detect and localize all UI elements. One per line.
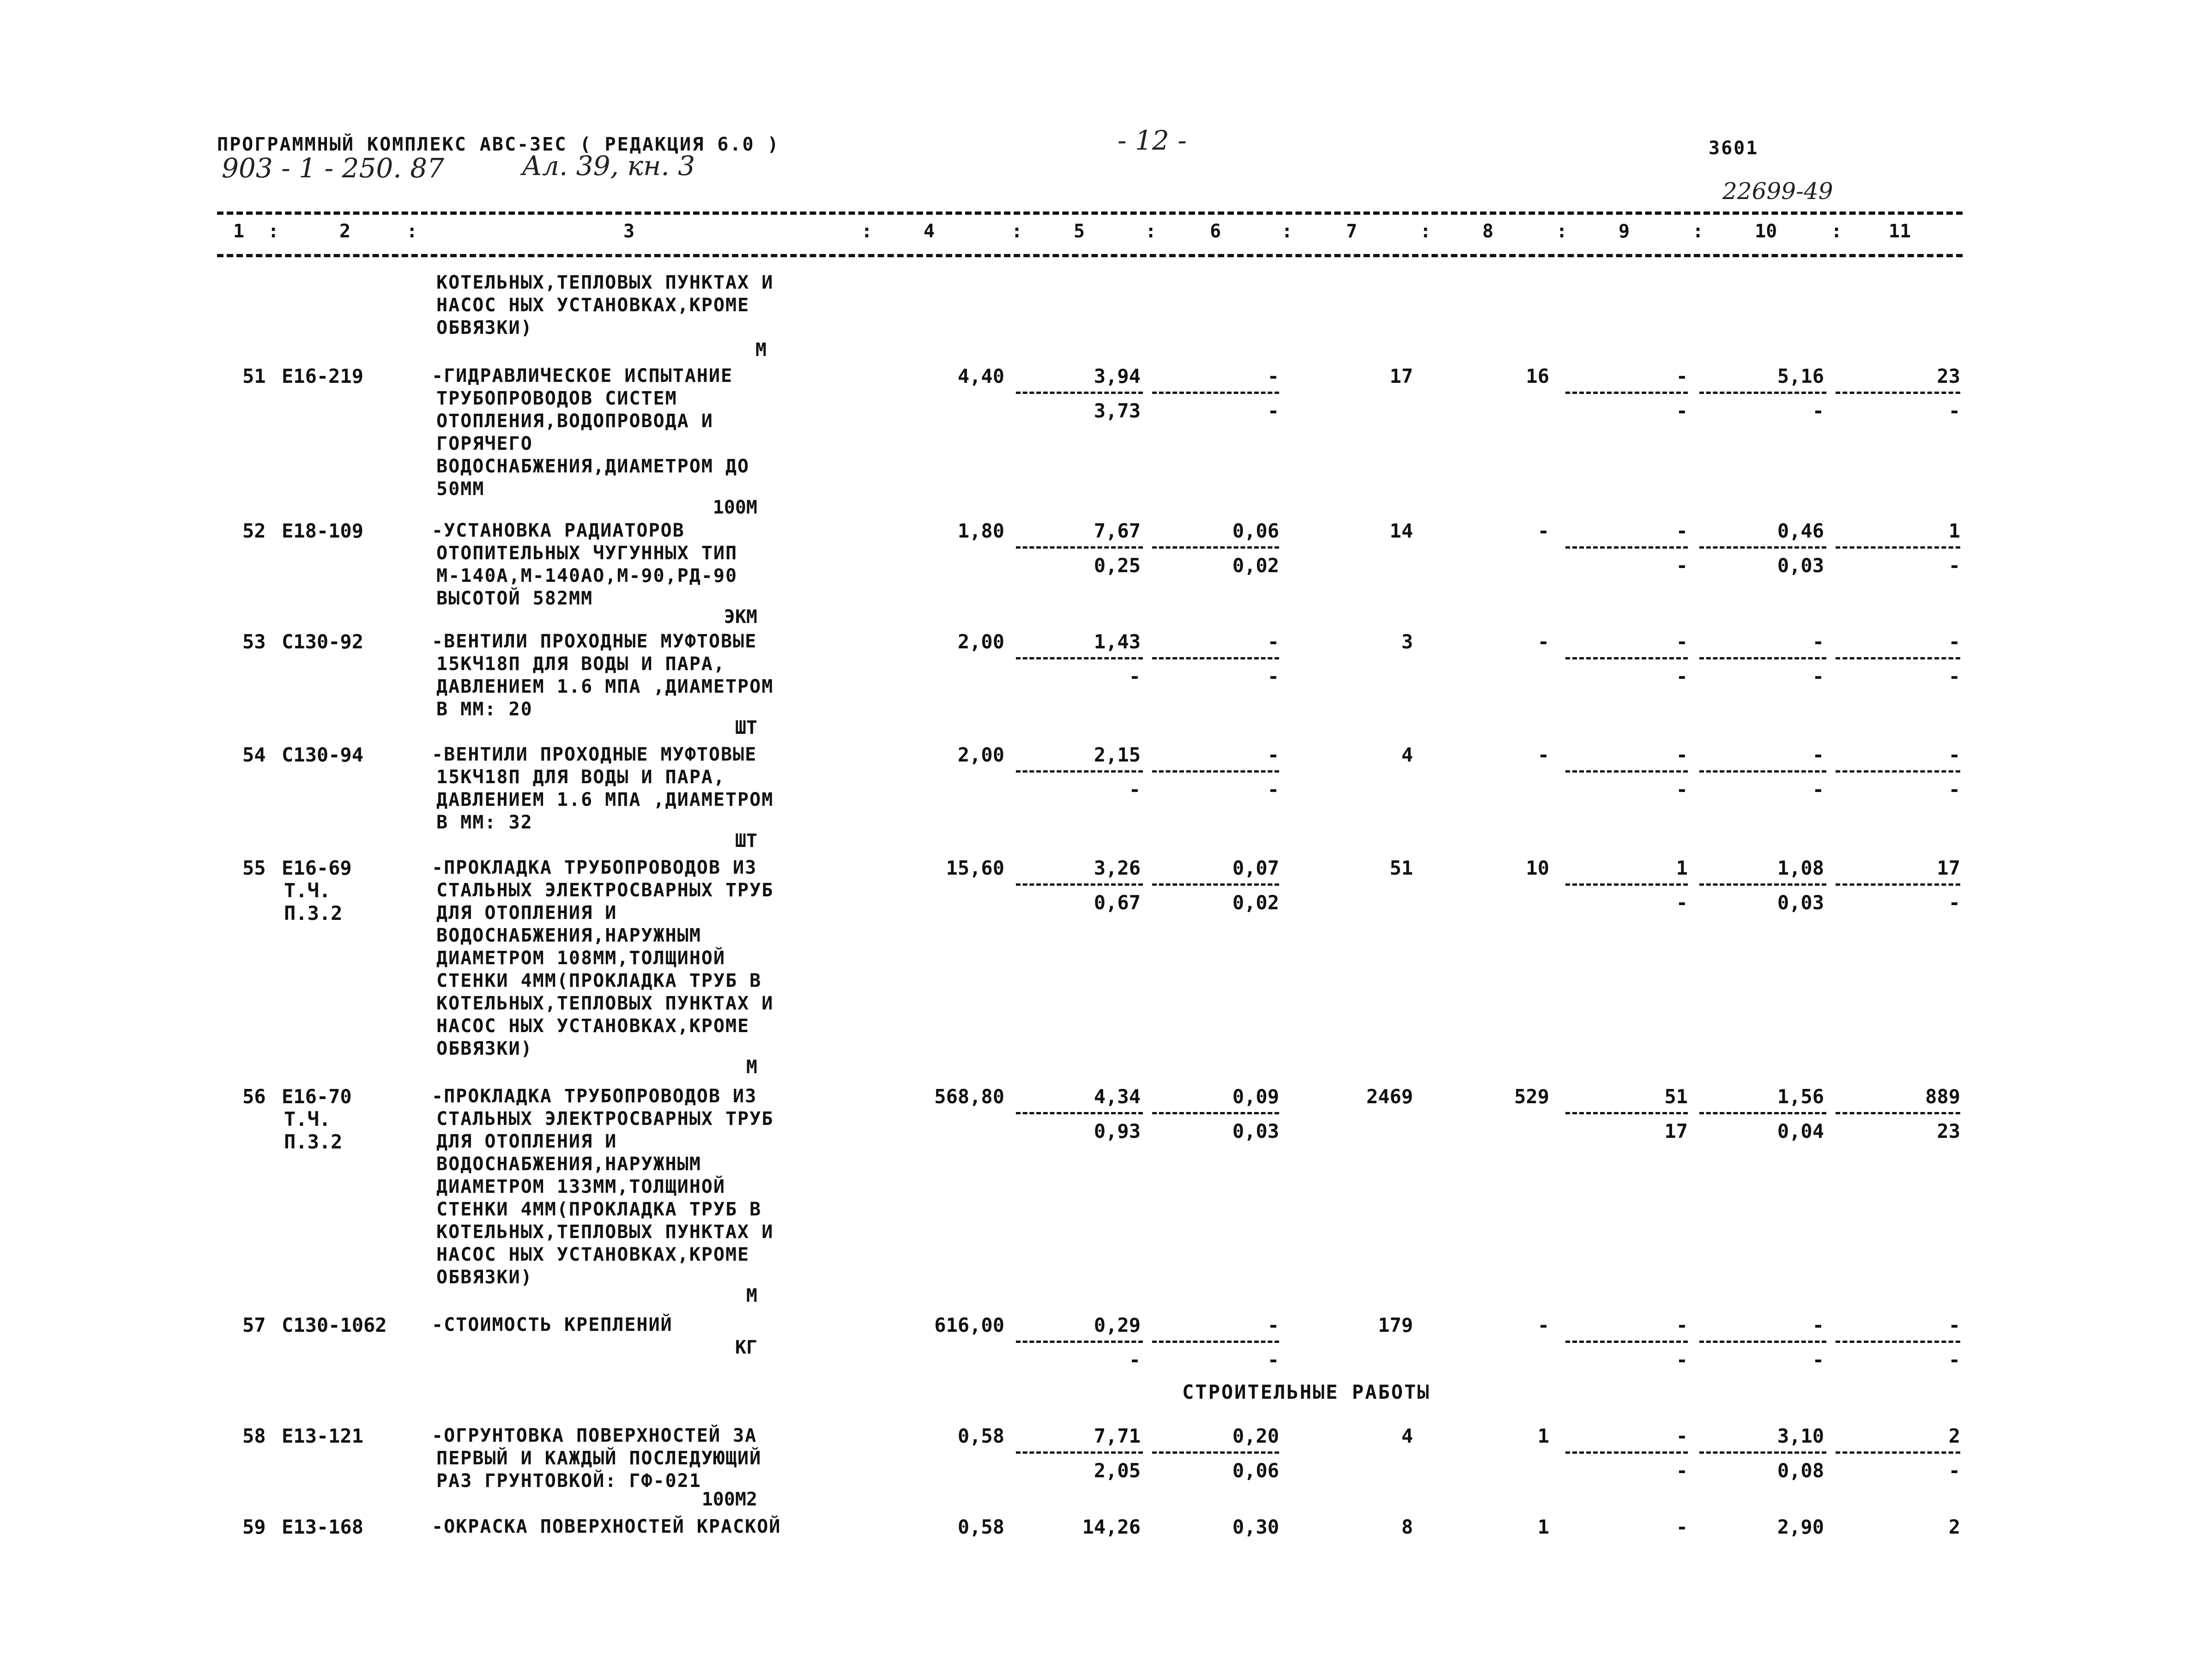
row-unit: 100М2 — [701, 1489, 757, 1510]
cell-c7: 14 — [1389, 520, 1413, 542]
cell-c6b: - — [1267, 1348, 1279, 1371]
cell-c11b: - — [1948, 399, 1960, 422]
cell-c7: 179 — [1378, 1314, 1413, 1336]
cell-c10: 5,16 — [1777, 365, 1824, 387]
cell-divider-c10 — [1699, 1451, 1826, 1454]
continuation-text — [436, 272, 773, 339]
cell-c6: 0,30 — [1232, 1516, 1279, 1538]
row-description-line: ПЕРВЫЙ И КАЖДЫЙ ПОСЛЕДУЮЩИЙ — [436, 1448, 762, 1469]
row-number: 51 — [242, 365, 266, 387]
row-unit: ШТ — [735, 830, 757, 852]
row-code: Т.Ч. — [284, 1108, 331, 1130]
cell-c8: - — [1537, 1314, 1549, 1336]
continuation-unit: М — [755, 339, 767, 361]
cell-c7: 4 — [1401, 743, 1413, 766]
column-separator: : — [861, 221, 873, 242]
cell-c9b: - — [1676, 399, 1688, 422]
row-description-line: КОТЕЛЬНЫХ,ТЕПЛОВЫХ ПУНКТАХ И — [436, 993, 774, 1014]
column-separator: : — [406, 221, 418, 242]
row-unit: КГ — [735, 1337, 757, 1358]
row-description-line: ДАВЛЕНИЕМ 1.6 МПА ,ДИАМЕТРОМ — [436, 789, 774, 810]
row-description-line: РАЗ ГРУНТОВКОЙ: ГФ-021 — [436, 1470, 701, 1492]
cell-c4: 4,40 — [957, 365, 1004, 387]
cell-divider-c11 — [1836, 883, 1960, 886]
continuation-line: КОТЕЛЬНЫХ,ТЕПЛОВЫХ ПУНКТАХ И — [436, 272, 774, 293]
cell-divider-c11 — [1836, 546, 1960, 549]
column-number: 2 — [339, 221, 351, 242]
row-description-line: ВОДОСНАБЖЕНИЯ,ДИАМЕТРОМ ДО — [436, 456, 750, 477]
column-number: 1 — [233, 221, 245, 242]
cell-c6: 0,09 — [1232, 1085, 1279, 1108]
cell-divider-c11 — [1836, 1451, 1960, 1454]
cell-c9b: - — [1676, 665, 1688, 688]
column-number: 9 — [1619, 221, 1630, 242]
cell-c6b: 0,02 — [1232, 891, 1279, 914]
cell-c6: - — [1267, 1314, 1279, 1336]
cell-c6: 0,06 — [1232, 520, 1279, 542]
cell-c11: 23 — [1937, 365, 1960, 387]
row-description-line: ДИАМЕТРОМ 133ММ,ТОЛЩИНОЙ — [436, 1176, 725, 1197]
cell-c6: 0,20 — [1232, 1425, 1279, 1447]
cell-divider-c10 — [1699, 770, 1826, 773]
row-description-line: НАСОС НЫХ УСТАНОВКАХ,КРОМЕ — [436, 1015, 750, 1037]
cell-c5: 1,43 — [1093, 630, 1141, 653]
cell-c5b: 0,67 — [1093, 891, 1141, 914]
cell-divider-c6 — [1152, 1112, 1279, 1114]
cell-divider-c6 — [1152, 770, 1279, 773]
cell-divider-c5 — [1016, 392, 1143, 394]
cell-divider-c10 — [1699, 657, 1826, 659]
row-description-line: 15КЧ18П ДЛЯ ВОДЫ И ПАРА, — [436, 767, 725, 788]
cell-divider-c9 — [1565, 770, 1688, 773]
row-description-line: ГОРЯЧЕГО — [436, 433, 533, 454]
continuation-line: ОБВЯЗКИ) — [436, 317, 533, 338]
handwritten-inventory-number: 22699-49 — [1722, 178, 1833, 205]
cell-c9b: - — [1676, 1459, 1688, 1482]
cell-c5b: 2,05 — [1093, 1459, 1141, 1482]
column-number: 11 — [1889, 221, 1911, 242]
column-number: 5 — [1074, 221, 1085, 242]
cell-c10b: - — [1812, 665, 1824, 688]
row-code: Е18-109 — [282, 520, 364, 542]
cell-divider-c9 — [1565, 1341, 1688, 1343]
cell-c8: - — [1537, 743, 1549, 766]
cell-divider-c10 — [1699, 546, 1826, 549]
row-code: Е13-168 — [282, 1516, 364, 1538]
cell-c11: 2 — [1948, 1516, 1960, 1538]
cell-c10: - — [1812, 630, 1824, 653]
row-description-line: -ПРОКЛАДКА ТРУБОПРОВОДОВ ИЗ — [432, 1086, 757, 1107]
cell-divider-c9 — [1565, 546, 1688, 549]
row-description-line: В ММ: 32 — [436, 812, 533, 833]
row-number: 55 — [242, 857, 266, 879]
cell-divider-c5 — [1016, 1341, 1143, 1343]
cell-c11b: - — [1948, 891, 1960, 914]
column-number: 3 — [623, 221, 635, 242]
cell-c4: 568,80 — [934, 1085, 1004, 1108]
row-number: 52 — [242, 520, 266, 542]
cell-c9: - — [1676, 1314, 1688, 1336]
row-unit: ШТ — [735, 717, 757, 738]
cell-c8: 1 — [1537, 1425, 1549, 1447]
cell-c10: 3,10 — [1777, 1425, 1824, 1447]
cell-divider-c9 — [1565, 657, 1688, 659]
handwritten-sheet-ref: Ал. 39, кн. 3 — [522, 150, 695, 181]
cell-c11b: 23 — [1937, 1120, 1960, 1142]
row-description-line: М-140А,М-140АО,М-90,РД-90 — [436, 565, 738, 586]
row-number: 59 — [242, 1516, 266, 1538]
cell-divider-c9 — [1565, 1451, 1688, 1454]
cell-divider-c11 — [1836, 1341, 1960, 1343]
cell-c11: 2 — [1948, 1425, 1960, 1447]
row-description-line: -ОГРУНТОВКА ПОВЕРХНОСТЕЙ ЗА — [432, 1425, 757, 1446]
cell-divider-c9 — [1565, 1112, 1688, 1114]
cell-c10: 1,56 — [1777, 1085, 1824, 1108]
cell-c4: 2,00 — [957, 743, 1004, 766]
cell-c5b: - — [1129, 665, 1141, 688]
row-code: П.3.2 — [284, 902, 343, 925]
header-rule-top — [217, 212, 1963, 215]
cell-c6: - — [1267, 365, 1279, 387]
cell-c9: - — [1676, 520, 1688, 542]
cell-divider-c5 — [1016, 657, 1143, 659]
cell-c11: 1 — [1948, 520, 1960, 542]
cell-divider-c6 — [1152, 657, 1279, 659]
cell-c6b: 0,02 — [1232, 554, 1279, 577]
cell-c4: 0,58 — [957, 1425, 1004, 1447]
cell-c8: - — [1537, 520, 1549, 542]
cell-c8: 1 — [1537, 1516, 1549, 1538]
cell-c9: 51 — [1664, 1085, 1688, 1108]
cell-c7: 2469 — [1366, 1085, 1413, 1108]
row-description-line: -УСТАНОВКА РАДИАТОРОВ — [432, 520, 685, 541]
row-unit: 100М — [713, 497, 757, 518]
cell-c11: - — [1948, 1314, 1960, 1336]
cell-c5: 0,29 — [1093, 1314, 1141, 1336]
cell-divider-c9 — [1565, 392, 1688, 394]
cell-c10: 2,90 — [1777, 1516, 1824, 1538]
cell-c9b: - — [1676, 778, 1688, 801]
cell-c5b: - — [1129, 778, 1141, 801]
cell-c11b: - — [1948, 554, 1960, 577]
cell-divider-c5 — [1016, 1112, 1143, 1114]
handwritten-project-number: 903 - 1 - 250. 87 — [222, 152, 444, 184]
cell-c5: 14,26 — [1082, 1516, 1141, 1538]
cell-c5: 3,94 — [1093, 365, 1141, 387]
column-separator: : — [1692, 221, 1704, 242]
cell-c10: - — [1812, 1314, 1824, 1336]
row-description-line: ДАВЛЕНИЕМ 1.6 МПА ,ДИАМЕТРОМ — [436, 676, 774, 697]
cell-divider-c10 — [1699, 1112, 1826, 1114]
column-separator: : — [1281, 221, 1293, 242]
row-description-line: СТАЛЬНЫХ ЭЛЕКТРОСВАРНЫХ ТРУБ — [436, 1108, 774, 1130]
cell-c10: 1,08 — [1777, 857, 1824, 879]
row-description-line: СТЕНКИ 4ММ(ПРОКЛАДКА ТРУБ В — [436, 1199, 762, 1220]
cell-c10b: - — [1812, 778, 1824, 801]
cell-c6b: - — [1267, 778, 1279, 801]
row-number: 53 — [242, 630, 266, 653]
column-separator: : — [1420, 221, 1432, 242]
row-number: 57 — [242, 1314, 266, 1336]
cell-divider-c11 — [1836, 1112, 1960, 1114]
row-code: Т.Ч. — [284, 879, 331, 902]
section-title: СТРОИТЕЛЬНЫЕ РАБОТЫ — [1182, 1381, 1431, 1403]
cell-c10: 0,46 — [1777, 520, 1824, 542]
cell-c5b: - — [1129, 1348, 1141, 1371]
cell-c5: 3,26 — [1093, 857, 1141, 879]
cell-c8: 10 — [1526, 857, 1549, 879]
cell-c10b: 0,04 — [1777, 1120, 1824, 1142]
cell-divider-c6 — [1152, 1341, 1279, 1343]
row-description-line: СТАЛЬНЫХ ЭЛЕКТРОСВАРНЫХ ТРУБ — [436, 880, 774, 901]
cell-divider-c6 — [1152, 392, 1279, 394]
row-description-line: КОТЕЛЬНЫХ,ТЕПЛОВЫХ ПУНКТАХ И — [436, 1221, 774, 1243]
cell-c11b: - — [1948, 778, 1960, 801]
row-unit: М — [746, 1057, 757, 1078]
row-description-line: В ММ: 20 — [436, 699, 533, 720]
row-description-line: ОТОПИТЕЛЬНЫХ ЧУГУННЫХ ТИП — [436, 543, 738, 564]
cell-c11b: - — [1948, 665, 1960, 688]
row-description-line: ДЛЯ ОТОПЛЕНИЯ И — [436, 1131, 617, 1152]
row-description-line: ОБВЯЗКИ) — [436, 1038, 533, 1059]
row-description-line: ВОДОСНАБЖЕНИЯ,НАРУЖНЫМ — [436, 925, 701, 946]
cell-c6: - — [1267, 743, 1279, 766]
cell-c9: - — [1676, 630, 1688, 653]
cell-c4: 2,00 — [957, 630, 1004, 653]
column-separator: : — [1145, 221, 1157, 242]
cell-c9: - — [1676, 1516, 1688, 1538]
row-description-line: -ВЕНТИЛИ ПРОХОДНЫЕ МУФТОВЫЕ — [432, 744, 757, 765]
cell-c6: 0,07 — [1232, 857, 1279, 879]
cell-c8: 16 — [1526, 365, 1549, 387]
cell-c6: - — [1267, 630, 1279, 653]
cell-c5: 4,34 — [1093, 1085, 1141, 1108]
cell-c11: - — [1948, 630, 1960, 653]
column-number: 10 — [1755, 221, 1777, 242]
cell-c6b: 0,03 — [1232, 1120, 1279, 1142]
row-description-line: -ОКРАСКА ПОВЕРХНОСТЕЙ КРАСКОЙ — [432, 1516, 781, 1537]
cell-divider-c11 — [1836, 392, 1960, 394]
cell-c10b: 0,08 — [1777, 1459, 1824, 1482]
cell-c5b: 3,73 — [1093, 399, 1141, 422]
column-number: 6 — [1210, 221, 1221, 242]
cell-c6b: - — [1267, 665, 1279, 688]
cell-c9b: - — [1676, 891, 1688, 914]
row-description-line: -ПРОКЛАДКА ТРУБОПРОВОДОВ ИЗ — [432, 857, 757, 878]
column-number: 7 — [1346, 221, 1358, 242]
row-description-line: ОБВЯЗКИ) — [436, 1267, 533, 1288]
cell-c5b: 0,25 — [1093, 554, 1141, 577]
cell-c9b: - — [1676, 554, 1688, 577]
row-code: Е13-121 — [282, 1425, 364, 1447]
cell-divider-c5 — [1016, 1451, 1143, 1454]
cell-c4: 616,00 — [934, 1314, 1004, 1336]
cell-c8: 529 — [1514, 1085, 1549, 1108]
cell-c8: - — [1537, 630, 1549, 653]
row-code: С130-92 — [282, 630, 364, 653]
cell-divider-c6 — [1152, 546, 1279, 549]
row-description-line: ВОДОСНАБЖЕНИЯ,НАРУЖНЫМ — [436, 1154, 701, 1175]
cell-divider-c5 — [1016, 883, 1143, 886]
cell-divider-c11 — [1836, 657, 1960, 659]
column-separator: : — [1011, 221, 1023, 242]
row-number: 56 — [242, 1085, 266, 1108]
cell-c11: 889 — [1925, 1085, 1960, 1108]
row-code: П.3.2 — [284, 1130, 343, 1153]
document-code: 3601 — [1709, 138, 1759, 159]
row-description-line: НАСОС НЫХ УСТАНОВКАХ,КРОМЕ — [436, 1244, 750, 1265]
cell-c11: - — [1948, 743, 1960, 766]
column-separator: : — [1831, 221, 1843, 242]
cell-c4: 1,80 — [957, 520, 1004, 542]
cell-c7: 3 — [1401, 630, 1413, 653]
row-description-line: 50ММ — [436, 478, 485, 500]
cell-c7: 17 — [1389, 365, 1413, 387]
cell-c9: - — [1676, 743, 1688, 766]
cell-c7: 4 — [1401, 1425, 1413, 1447]
cell-divider-c9 — [1565, 883, 1688, 886]
cell-c10: - — [1812, 743, 1824, 766]
row-unit: ЭКМ — [724, 606, 757, 628]
cell-c5b: 0,93 — [1093, 1120, 1141, 1142]
cell-divider-c6 — [1152, 1451, 1279, 1454]
continuation-line: НАСОС НЫХ УСТАНОВКАХ,КРОМЕ — [436, 295, 750, 316]
cell-c5: 7,71 — [1093, 1425, 1141, 1447]
cell-divider-c6 — [1152, 883, 1279, 886]
row-description-line: -ВЕНТИЛИ ПРОХОДНЫЕ МУФТОВЫЕ — [432, 631, 757, 652]
cell-c5: 2,15 — [1093, 743, 1141, 766]
row-code: С130-94 — [282, 743, 364, 766]
column-separator: : — [1556, 221, 1568, 242]
row-description-line: ДИАМЕТРОМ 108ММ,ТОЛЩИНОЙ — [436, 948, 725, 969]
header-rule-bottom — [217, 254, 1963, 257]
cell-c9b: 17 — [1664, 1120, 1688, 1142]
cell-c9b: - — [1676, 1348, 1688, 1371]
cell-c9: - — [1676, 365, 1688, 387]
cell-c6b: - — [1267, 399, 1279, 422]
row-code: С130-1062 — [282, 1314, 387, 1336]
cell-c4: 15,60 — [946, 857, 1004, 879]
column-number: 4 — [924, 221, 935, 242]
cell-c7: 51 — [1389, 857, 1413, 879]
cell-c11b: - — [1948, 1348, 1960, 1371]
cell-divider-c11 — [1836, 770, 1960, 773]
row-description-line: -СТОИМОСТЬ КРЕПЛЕНИЙ — [432, 1314, 673, 1336]
cell-c5: 7,67 — [1093, 520, 1141, 542]
row-description-line: СТЕНКИ 4ММ(ПРОКЛАДКА ТРУБ В — [436, 970, 762, 991]
cell-c10b: 0,03 — [1777, 891, 1824, 914]
row-number: 54 — [242, 743, 266, 766]
row-description-line: ТРУБОПРОВОДОВ СИСТЕМ — [436, 388, 677, 409]
cell-c9: 1 — [1676, 857, 1688, 879]
cell-c7: 8 — [1401, 1516, 1413, 1538]
cell-c10b: - — [1812, 1348, 1824, 1371]
column-number: 8 — [1482, 221, 1494, 242]
cell-c10b: 0,03 — [1777, 554, 1824, 577]
row-code: Е16-70 — [282, 1085, 352, 1108]
cell-divider-c10 — [1699, 1341, 1826, 1343]
row-description-line: -ГИДРАВЛИЧЕСКОЕ ИСПЫТАНИЕ — [432, 365, 733, 387]
page-number: - 12 - — [1118, 125, 1187, 156]
row-description-line: ДЛЯ ОТОПЛЕНИЯ И — [436, 902, 617, 924]
row-description-line: 15КЧ18П ДЛЯ ВОДЫ И ПАРА, — [436, 653, 725, 675]
cell-divider-c10 — [1699, 883, 1826, 886]
cell-c4: 0,58 — [957, 1516, 1004, 1538]
cell-c11b: - — [1948, 1459, 1960, 1482]
cell-c10b: - — [1812, 399, 1824, 422]
cell-divider-c10 — [1699, 392, 1826, 394]
row-description-line: ОТОПЛЕНИЯ,ВОДОПРОВОДА И — [436, 411, 713, 432]
row-unit: М — [746, 1285, 757, 1306]
program-title: ПРОГРАММНЫЙ КОМПЛЕКС АВС-3ЕС ( РЕДАКЦИЯ 6.0 ) — [217, 134, 780, 155]
cell-divider-c5 — [1016, 770, 1143, 773]
row-description-line: ВЫСОТОЙ 582ММ — [436, 588, 593, 609]
cell-c9: - — [1676, 1425, 1688, 1447]
row-code: Е16-219 — [282, 365, 364, 387]
row-number: 58 — [242, 1425, 266, 1447]
cell-c11: 17 — [1937, 857, 1960, 879]
column-separator: : — [268, 221, 279, 242]
cell-c6b: 0,06 — [1232, 1459, 1279, 1482]
cell-divider-c5 — [1016, 546, 1143, 549]
row-code: Е16-69 — [282, 857, 352, 879]
